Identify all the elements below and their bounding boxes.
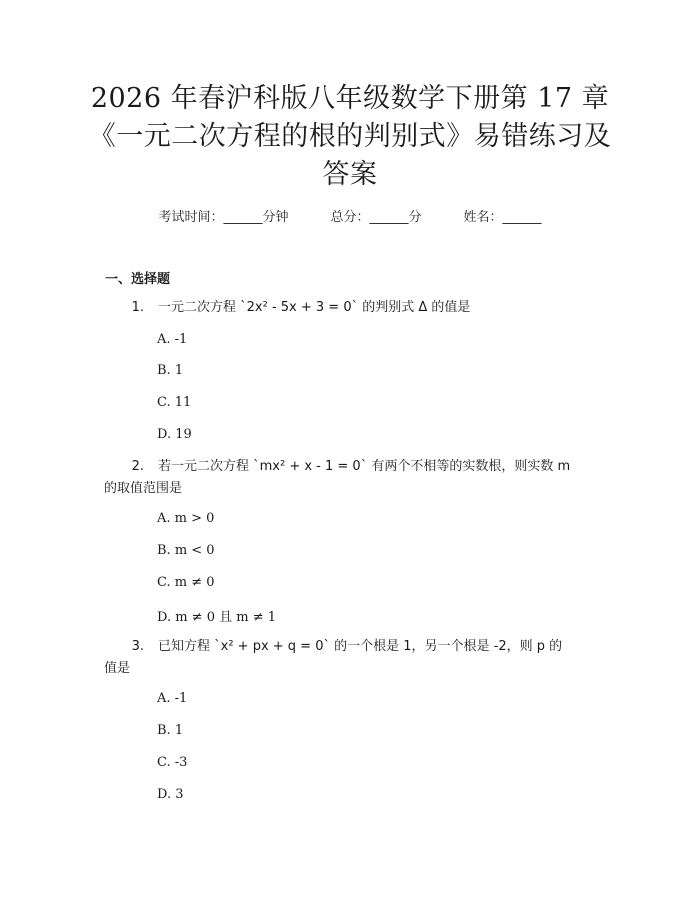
question-1-option-c: C. 11 — [157, 395, 192, 410]
exam-info — [0, 206, 700, 225]
question-2-option-d: D. m ≠ 0 且 m ≠ 1 — [157, 610, 276, 625]
question-number: 2. — [131, 459, 144, 474]
title-line-3: 答案 — [322, 159, 378, 190]
question-1-option-b: B. 1 — [157, 363, 184, 378]
document-title — [60, 80, 640, 194]
question-3 — [104, 636, 594, 680]
title-line-2: 《一元二次方程的根的判别式》易错练习及 — [88, 121, 612, 152]
question-text-line-1: 若一元二次方程 `mx² + x - 1 = 0` 有两个不相等的实数根，则实数 m — [158, 459, 571, 474]
title-line-1: 2026 年春沪科版八年级数学下册第 17 章 — [90, 83, 610, 114]
question-1 — [104, 297, 594, 319]
question-1-option-a: A. -1 — [157, 332, 188, 347]
question-3-option-a: A. -1 — [157, 691, 188, 706]
exam-time: 考试时间：______分钟 — [158, 210, 289, 225]
question-2 — [104, 456, 594, 500]
exam-name-field: 姓名：______ — [463, 210, 542, 225]
question-text: 一元二次方程 `2x² - 5x + 3 = 0` 的判别式 Δ 的值是 — [158, 300, 471, 315]
question-text-line-2: 值是 — [104, 661, 131, 676]
question-2-option-a: A. m > 0 — [157, 511, 215, 526]
question-3-option-c: C. -3 — [157, 755, 188, 770]
question-text-line-2: 的取值范围是 — [104, 481, 183, 496]
question-2-option-b: B. m < 0 — [157, 543, 215, 558]
section-heading: 一、选择题 — [105, 272, 171, 287]
question-3-option-b: B. 1 — [157, 723, 184, 738]
question-text-line-1: 已知方程 `x² + px + q = 0` 的一个根是 1，另一个根是 -2，则 p 的 — [158, 639, 563, 654]
exam-total-score: 总分：______分 — [330, 210, 422, 225]
question-3-option-d: D. 3 — [157, 787, 184, 802]
question-number: 3. — [131, 639, 144, 654]
question-2-option-c: C. m ≠ 0 — [157, 575, 215, 590]
question-1-option-d: D. 19 — [157, 427, 192, 442]
question-number: 1. — [131, 300, 144, 315]
